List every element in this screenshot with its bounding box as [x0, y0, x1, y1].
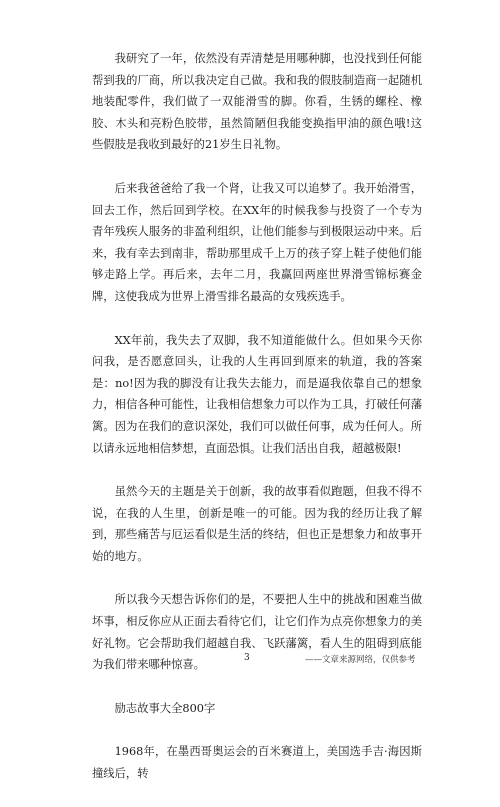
paragraph-1: 我研究了一年，依然没有弄清楚是用哪种脚，也没找到任何能帮到我的厂商，所以我决定自己做。我和我的假肢制造商一起随机地装配零件，我们做了一双能滑雪的脚。你看，生锈的螺栓、橡胶、木头和亮粉色胶带，虽然简陋但我能变换指甲油的颜色哦!这些假肢是我收到最好的21岁生日礼物。: [92, 52, 422, 152]
section-heading: 励志故事大全800字: [114, 701, 216, 715]
paragraph-5: 所以我今天想告诉你们的是，不要把人生中的挑战和困难当做坏事，相反你应从正面去看待它们，让它们作为点亮你想象力的美好礼物。它会帮助我们超越自我、飞跃藩篱，看人生的阻碍到底能为我们带来哪种惊喜。: [92, 593, 422, 672]
paragraph-3: XX年前，我失去了双脚，我不知道能做什么。但如果今天你问我，是否愿意回头，让我的人生再回到原来的轨道，我的答案是：no!因为我的脚没有让我失去能力，而是逼我依靠自己的想象力，相信各种可能性，让我相信想象力可以作为工具，打破任何藩篱。因为在我们的意识深处，我们可以做任何事，成为任何人。所以请永远地相信梦想，直面恐惧。让我们活出自我，超越极限!: [92, 333, 422, 455]
document-body: [92, 48, 422, 807]
paragraph-4: 虽然今天的主题是关于创新，我的故事看似跑题，但我不得不说，在我的人生里，创新是唯一的可能。因为我的经历让我了解到，那些痛苦与厄运看似是生活的终结，但也正是想象力和故事开始的地方。: [92, 485, 422, 563]
paragraph-2: 后来我爸爸给了我一个肾，让我又可以追梦了。我开始滑雪，回去工作，然后回到学校。在XX年的时候我参与投资了一个专为青年残疾人服务的非盈利组织，让他们能参与到极限运动中来。后来，我有幸去到南非，帮助那里成千上万的孩子穿上鞋子使他们能够走路上学。再后来，去年二月，我赢回两座世界滑雪锦标赛金牌，这使我成为世界上滑雪排名最高的女残疾选手。: [92, 181, 422, 303]
source-note: ——文章来源网络，仅供参考: [305, 655, 416, 665]
page-footer: [0, 651, 500, 671]
paragraph-6: 1968年，在墨西哥奥运会的百米赛道上，美国选手吉·海因斯撞线后，转: [92, 745, 422, 781]
page-number: 3: [244, 653, 250, 663]
